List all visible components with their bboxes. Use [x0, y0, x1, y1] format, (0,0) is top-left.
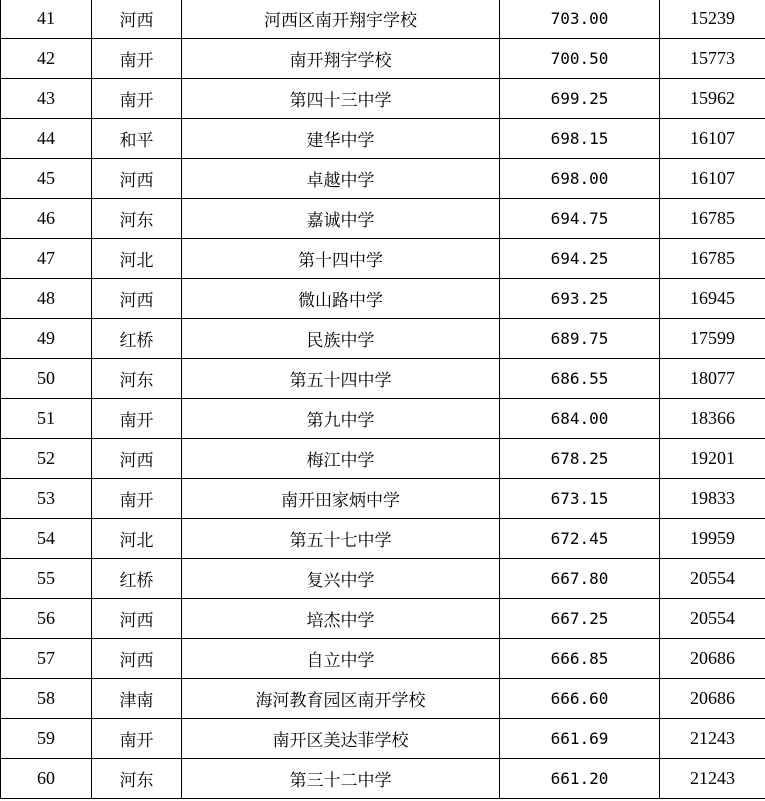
table-row — [1, 679, 765, 719]
table-row — [1, 279, 765, 319]
table-body — [1, 0, 765, 799]
district-cell: 河西 — [92, 639, 182, 679]
score-cell: 678.25 — [500, 439, 660, 479]
position-cell: 18077 — [660, 359, 765, 399]
table-row — [1, 199, 765, 239]
rank-cell: 47 — [1, 239, 92, 279]
district-cell: 红桥 — [92, 319, 182, 359]
position-cell: 15962 — [660, 79, 765, 119]
district-cell: 南开 — [92, 399, 182, 439]
table-row — [1, 599, 765, 639]
score-cell: 661.20 — [500, 759, 660, 799]
district-cell: 河北 — [92, 519, 182, 559]
table-row — [1, 399, 765, 439]
position-cell: 19833 — [660, 479, 765, 519]
score-cell: 666.85 — [500, 639, 660, 679]
rank-cell: 59 — [1, 719, 92, 759]
district-cell: 河东 — [92, 759, 182, 799]
rank-cell: 42 — [1, 39, 92, 79]
table-row — [1, 439, 765, 479]
school-name-cell: 南开田家炳中学 — [182, 479, 500, 519]
rank-cell: 55 — [1, 559, 92, 599]
district-cell: 河东 — [92, 199, 182, 239]
school-name-cell: 梅江中学 — [182, 439, 500, 479]
school-name-cell: 建华中学 — [182, 119, 500, 159]
position-cell: 19201 — [660, 439, 765, 479]
position-cell: 20686 — [660, 639, 765, 679]
position-cell: 16785 — [660, 199, 765, 239]
position-cell: 16785 — [660, 239, 765, 279]
table-row — [1, 519, 765, 559]
position-cell: 15773 — [660, 39, 765, 79]
rank-cell: 49 — [1, 319, 92, 359]
position-cell: 21243 — [660, 719, 765, 759]
score-cell: 698.00 — [500, 159, 660, 199]
table-row — [1, 39, 765, 79]
school-name-cell: 南开区美达菲学校 — [182, 719, 500, 759]
table-row — [1, 559, 765, 599]
table-row — [1, 319, 765, 359]
score-cell: 698.15 — [500, 119, 660, 159]
table-row — [1, 639, 765, 679]
rank-cell: 44 — [1, 119, 92, 159]
school-name-cell: 自立中学 — [182, 639, 500, 679]
district-cell: 红桥 — [92, 559, 182, 599]
score-cell: 684.00 — [500, 399, 660, 439]
district-cell: 和平 — [92, 119, 182, 159]
table-row — [1, 479, 765, 519]
rank-cell: 58 — [1, 679, 92, 719]
school-name-cell: 卓越中学 — [182, 159, 500, 199]
position-cell: 18366 — [660, 399, 765, 439]
position-cell: 16107 — [660, 159, 765, 199]
score-cell: 699.25 — [500, 79, 660, 119]
rank-cell: 45 — [1, 159, 92, 199]
score-cell: 661.69 — [500, 719, 660, 759]
school-name-cell: 第五十七中学 — [182, 519, 500, 559]
school-name-cell: 微山路中学 — [182, 279, 500, 319]
rank-cell: 48 — [1, 279, 92, 319]
rank-cell: 41 — [1, 0, 92, 39]
table-row — [1, 0, 765, 39]
school-name-cell: 培杰中学 — [182, 599, 500, 639]
position-cell: 16945 — [660, 279, 765, 319]
position-cell: 16107 — [660, 119, 765, 159]
district-cell: 南开 — [92, 719, 182, 759]
score-cell: 686.55 — [500, 359, 660, 399]
score-cell: 673.15 — [500, 479, 660, 519]
rank-cell: 50 — [1, 359, 92, 399]
position-cell: 15239 — [660, 0, 765, 39]
school-name-cell: 河西区南开翔宇学校 — [182, 0, 500, 39]
score-cell: 694.75 — [500, 199, 660, 239]
district-cell: 河东 — [92, 359, 182, 399]
table-row — [1, 239, 765, 279]
district-cell: 河西 — [92, 439, 182, 479]
school-name-cell: 嘉诚中学 — [182, 199, 500, 239]
rank-cell: 52 — [1, 439, 92, 479]
school-name-cell: 第三十二中学 — [182, 759, 500, 799]
district-cell: 河西 — [92, 0, 182, 39]
table-row — [1, 719, 765, 759]
position-cell: 19959 — [660, 519, 765, 559]
score-cell: 672.45 — [500, 519, 660, 559]
score-cell: 703.00 — [500, 0, 660, 39]
score-cell: 666.60 — [500, 679, 660, 719]
rank-cell: 54 — [1, 519, 92, 559]
school-name-cell: 南开翔宇学校 — [182, 39, 500, 79]
rank-cell: 46 — [1, 199, 92, 239]
rank-cell: 57 — [1, 639, 92, 679]
score-cell: 693.25 — [500, 279, 660, 319]
rank-cell: 51 — [1, 399, 92, 439]
score-cell: 667.80 — [500, 559, 660, 599]
school-name-cell: 第九中学 — [182, 399, 500, 439]
district-cell: 南开 — [92, 479, 182, 519]
table-row — [1, 119, 765, 159]
score-cell: 689.75 — [500, 319, 660, 359]
position-cell: 21243 — [660, 759, 765, 799]
table-row — [1, 759, 765, 799]
school-name-cell: 海河教育园区南开学校 — [182, 679, 500, 719]
table-row — [1, 79, 765, 119]
district-cell: 南开 — [92, 39, 182, 79]
district-cell: 河北 — [92, 239, 182, 279]
rank-cell: 43 — [1, 79, 92, 119]
school-name-cell: 复兴中学 — [182, 559, 500, 599]
rank-cell: 56 — [1, 599, 92, 639]
rank-cell: 60 — [1, 759, 92, 799]
position-cell: 20554 — [660, 559, 765, 599]
score-cell: 700.50 — [500, 39, 660, 79]
school-name-cell: 民族中学 — [182, 319, 500, 359]
position-cell: 20554 — [660, 599, 765, 639]
table-row — [1, 359, 765, 399]
score-cell: 667.25 — [500, 599, 660, 639]
district-cell: 津南 — [92, 679, 182, 719]
district-cell: 南开 — [92, 79, 182, 119]
rank-cell: 53 — [1, 479, 92, 519]
position-cell: 17599 — [660, 319, 765, 359]
table-row — [1, 159, 765, 199]
district-cell: 河西 — [92, 159, 182, 199]
school-name-cell: 第十四中学 — [182, 239, 500, 279]
district-cell: 河西 — [92, 599, 182, 639]
district-cell: 河西 — [92, 279, 182, 319]
score-cell: 694.25 — [500, 239, 660, 279]
school-name-cell: 第四十三中学 — [182, 79, 500, 119]
position-cell: 20686 — [660, 679, 765, 719]
school-name-cell: 第五十四中学 — [182, 359, 500, 399]
